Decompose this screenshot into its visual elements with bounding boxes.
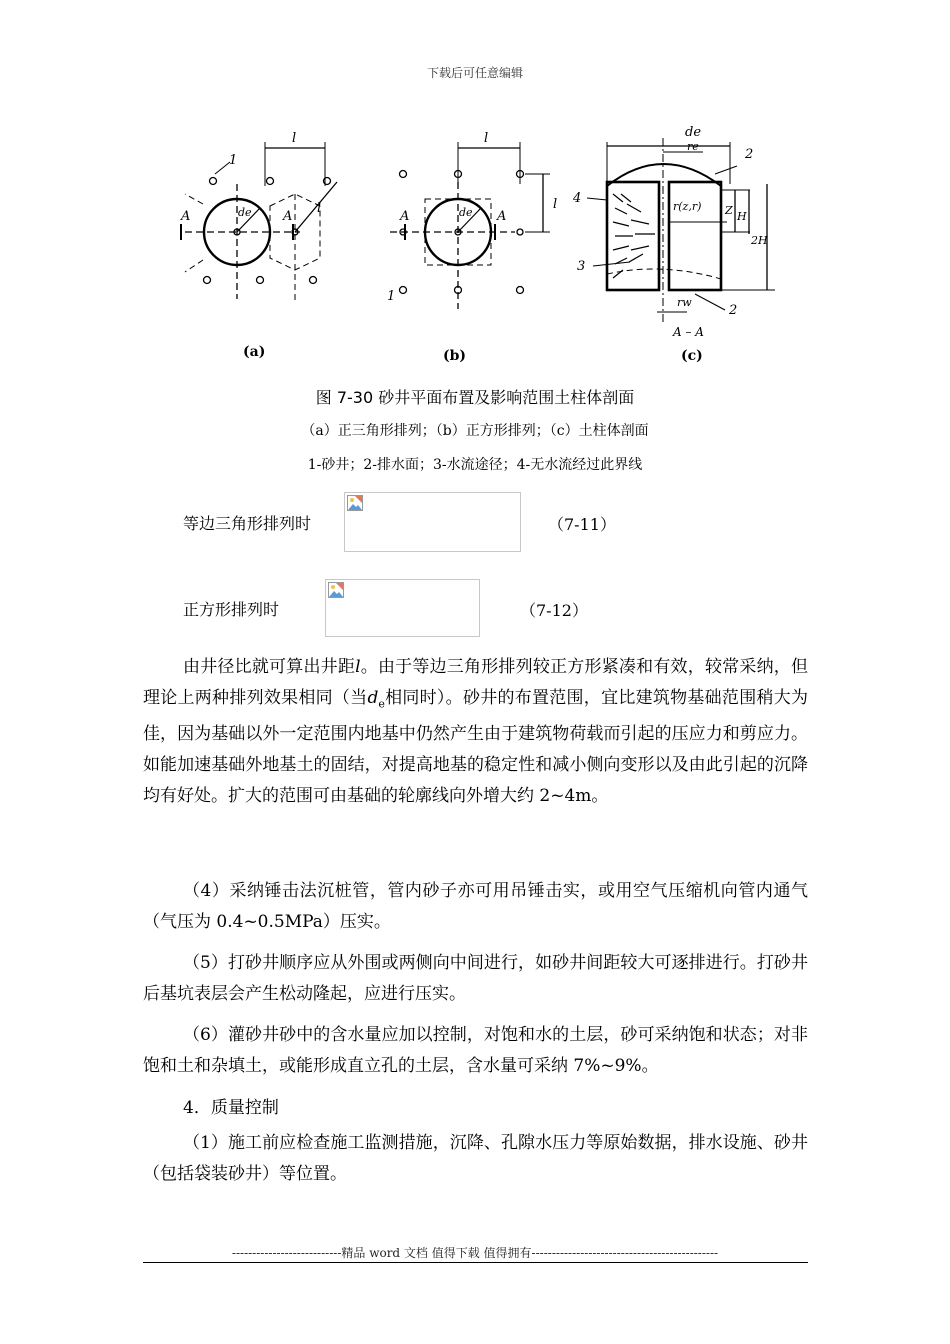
label-a: (a) xyxy=(243,344,266,360)
label-rzr-c: r(z,r) xyxy=(673,200,702,213)
broken-image-icon xyxy=(347,495,363,511)
diagram-a xyxy=(181,142,337,304)
footer-rule xyxy=(143,1262,808,1263)
figure-caption-legend: 1-砂井；2-排水面；3-水流途径；4-无水流经过此界线 xyxy=(307,457,643,473)
label-de-c: de xyxy=(685,125,702,140)
label-2H-c: 2H xyxy=(751,234,768,247)
label-de-a: de xyxy=(238,206,252,219)
label-b: (b) xyxy=(443,348,467,364)
label-l-b: l xyxy=(484,131,489,146)
paragraph-step-5: （5）打砂井顺序应从外围或两侧向中间进行，如砂井间距较大可逐排进行。打砂井后基坑表层会产生松动隆起，应进行压实。 xyxy=(143,953,808,1004)
label-A-b-left: A xyxy=(400,209,410,224)
label-section-c: A – A xyxy=(673,325,704,339)
figure-caption-title: 图 7-30 砂井平面布置及影响范围土柱体剖面 xyxy=(315,388,635,407)
page-header: 下载后可任意编辑 xyxy=(426,66,523,80)
label-A-a-left: A xyxy=(181,209,191,224)
label-l-a-diag: l xyxy=(317,201,322,216)
paragraph-quality-1: （1）施工前应检查施工监测措施，沉降、孔隙水压力等原始数据，排水设施、砂井（包括袋装砂井）等位置。 xyxy=(143,1133,808,1184)
label-1-a: 1 xyxy=(229,153,238,168)
figure-caption-subtitle: （a）正三角形排列；（b）正方形排列；（c）土柱体剖面 xyxy=(301,423,649,439)
label-4-c: 4 xyxy=(573,191,582,206)
page-footer: ---------------------------精品 word 文档 值得下载 值得拥有---------------------------------------------- xyxy=(231,1246,719,1260)
label-2-c-top: 2 xyxy=(745,147,754,162)
label-de-b: de xyxy=(459,206,473,219)
equation-image-7-12 xyxy=(325,579,480,637)
label-1-b: 1 xyxy=(387,289,396,304)
label-Z-c: Z xyxy=(725,204,733,217)
label-A-a-right: A xyxy=(283,209,293,224)
label-re-c: re xyxy=(687,140,699,153)
label-rw-c: rw xyxy=(677,296,692,309)
equation-number-7-11: （7-11） xyxy=(548,515,616,534)
paragraph-step-6: （6）灌砂井砂中的含水量应加以控制，对饱和水的土层，砂可采纳饱和状态；对非饱和土和杂填土，或能形成直立孔的土层，含水量可采纳 7%~9%。 xyxy=(143,1025,808,1076)
label-A-b-right: A xyxy=(497,209,507,224)
label-l-b-side: l xyxy=(553,197,558,212)
equation-image-7-11 xyxy=(344,492,521,552)
diagram-b xyxy=(390,142,550,309)
label-2-c-bottom: 2 xyxy=(729,303,738,318)
equation-number-7-12: （7-12） xyxy=(520,601,588,620)
broken-image-icon xyxy=(328,582,344,598)
label-H-c: H xyxy=(737,210,747,223)
label-c: (c) xyxy=(681,348,703,364)
label-3-c: 3 xyxy=(577,259,586,274)
equation-label-7-11: 等边三角形排列时 xyxy=(183,514,312,533)
figure-7-30 xyxy=(175,124,775,374)
section-heading-quality-control: 4．质量控制 xyxy=(183,1098,279,1118)
equation-label-7-12: 正方形排列时 xyxy=(183,600,280,619)
paragraph-well-spacing: 由井径比就可算出井距l。由于等边三角形排列较正方形紧凑和有效，较常采纳，但理论上两种排列效果相同（当$d_e$相同时）。砂井的布置范围，宜比建筑物基础范围稍大为佳，因为基础以外一定范围内地基中仍然产生由于建筑物荷载而引起的压应力和剪应力。如能加速基础外地基土的固结，对提高地基的稳定性和减小侧向变形以及由此引起的沉降均有好处。扩大的范围可由基础的轮廓线向外增大约 2~4m。 xyxy=(143,657,809,807)
label-l-a: l xyxy=(292,131,297,146)
paragraph-step-4: （4）采纳锤击法沉桩管，管内砂子亦可用吊锤击实，或用空气压缩机向管内通气（气压为 0.4~0.5MPa）压实。 xyxy=(143,881,808,932)
